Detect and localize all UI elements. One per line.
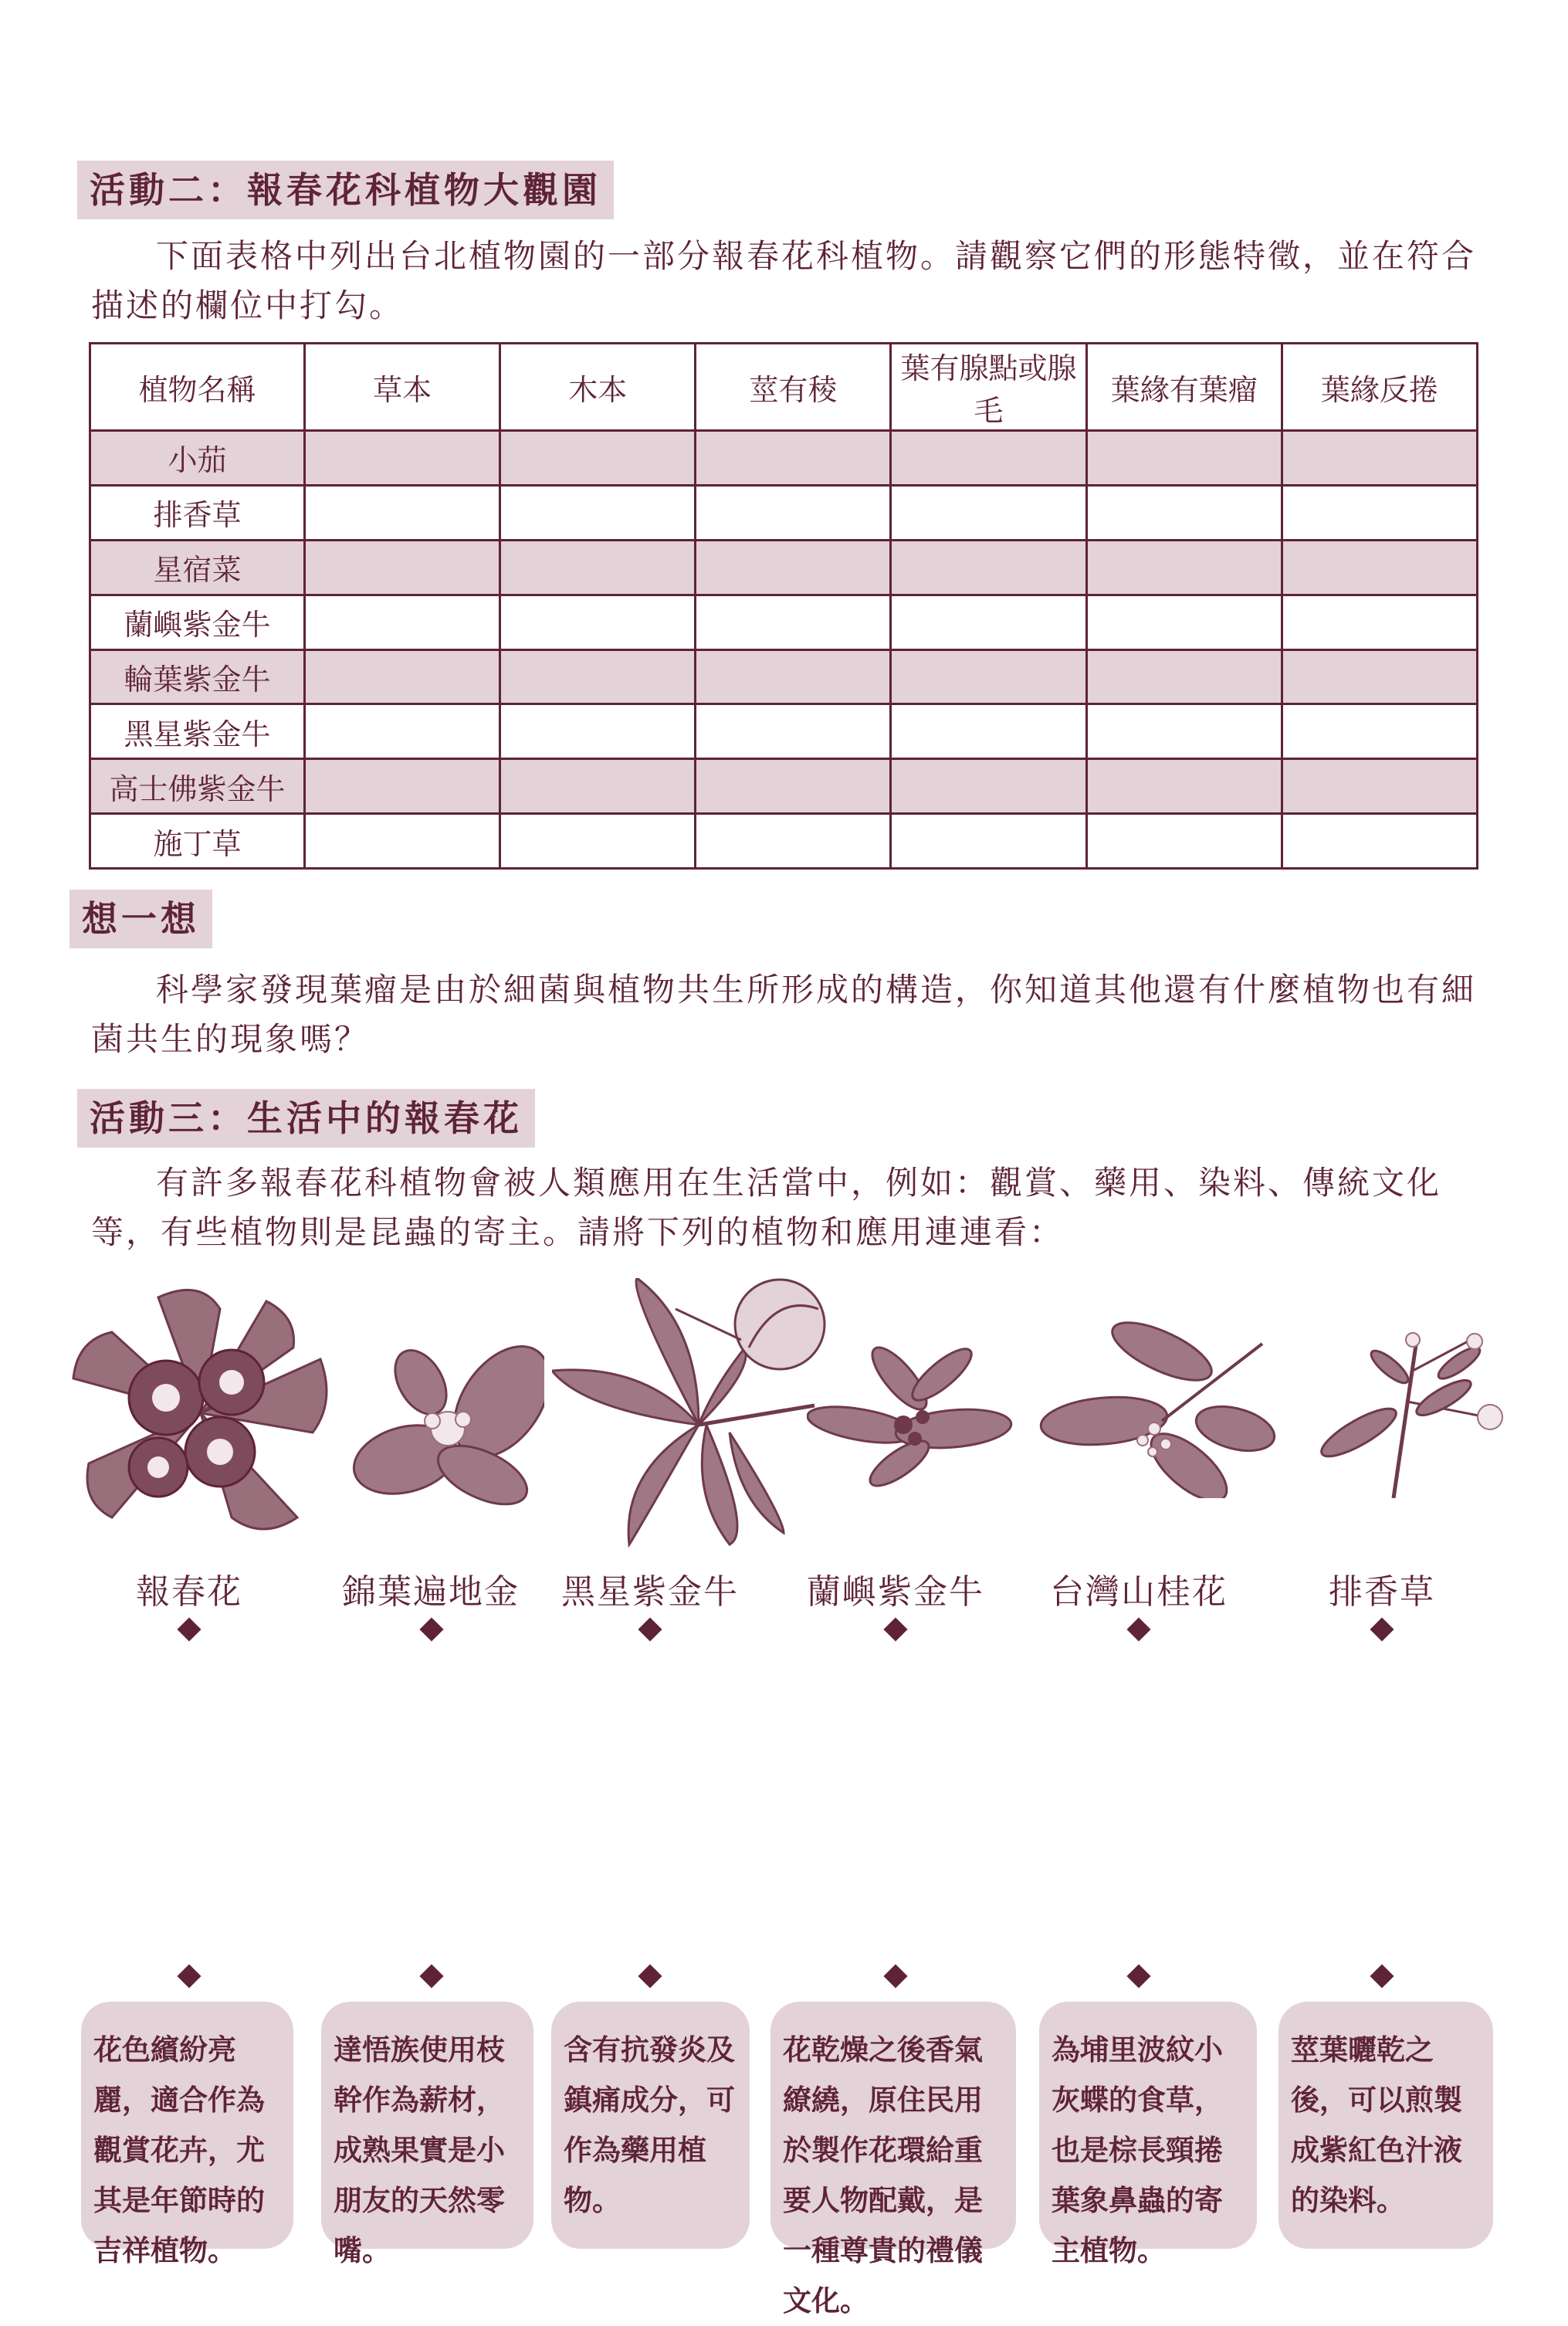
check-cell[interactable] — [305, 649, 500, 704]
check-cell[interactable] — [500, 540, 696, 595]
check-cell[interactable] — [1086, 814, 1282, 869]
check-cell[interactable] — [1282, 759, 1477, 814]
check-cell[interactable] — [1086, 759, 1282, 814]
think-heading: 想一想 — [69, 890, 212, 948]
check-cell[interactable] — [1282, 540, 1477, 595]
check-cell[interactable] — [891, 485, 1086, 540]
primrose-illustration — [66, 1286, 332, 1541]
check-cell[interactable] — [696, 759, 891, 814]
table-row — [90, 704, 1478, 759]
plant-label-black-star-ardisia: 黑星紫金牛 — [561, 1572, 739, 1612]
activity3-intro: 有許多報春花科植物會被人類應用在生活當中，例如：觀賞、藥用、染料、傳統文化等，有些植物則是昆蟲的寄主。請將下列的植物和應用連連看： — [91, 1164, 1442, 1251]
check-cell[interactable] — [696, 431, 891, 486]
check-cell[interactable] — [1282, 485, 1477, 540]
plant-label-mountain-osmanthus: 台灣山桂花 — [1050, 1572, 1228, 1612]
plant-connector-dot[interactable] — [1370, 1617, 1394, 1641]
activity2-intro: 下面表格中列出台北植物園的一部分報春花科植物。請觀察它們的形態特徵，並在符合描述的欄位中打勾。 — [91, 237, 1477, 324]
activity2-heading: 活動二：報春花科植物大觀園 — [77, 161, 614, 219]
check-cell[interactable] — [500, 649, 696, 704]
check-cell[interactable] — [500, 814, 696, 869]
check-cell[interactable] — [1086, 485, 1282, 540]
check-cell[interactable] — [500, 759, 696, 814]
check-cell[interactable] — [696, 540, 891, 595]
use-connector-dot[interactable] — [883, 1964, 907, 1988]
use-card-garland: 花乾燥之後香氣繚繞，原住民用於製作花環給重要人物配戴，是一種尊貴的禮儀文化。 — [770, 2002, 1016, 2249]
use-card-firewood: 達悟族使用枝幹作為薪材，成熟果實是小朋友的天然零嘴。 — [321, 2002, 533, 2249]
plant-label-primrose: 報春花 — [136, 1572, 242, 1612]
mountain-osmanthus-illustration — [1038, 1313, 1278, 1498]
check-cell[interactable] — [305, 485, 500, 540]
plant-label-lysimachia-congestiflora: 錦葉遍地金 — [342, 1572, 520, 1612]
table-row — [90, 485, 1478, 540]
table-header-row — [90, 344, 1478, 431]
row-plant-name: 高士佛紫金牛 — [90, 759, 305, 814]
col-herb: 草本 — [305, 344, 500, 431]
plant-connector-dot[interactable] — [883, 1617, 907, 1641]
check-cell[interactable] — [1282, 431, 1477, 486]
check-cell[interactable] — [305, 759, 500, 814]
use-card-dye: 莖葉曬乾之後，可以煎製成紫紅色汁液的染料。 — [1278, 2002, 1493, 2249]
think-text: 科學家發現葉瘤是由於細菌與植物共生所形成的構造，你知道其他還有什麼植物也有細菌共生的現象嗎？ — [91, 971, 1477, 1058]
activity3-heading: 活動三：生活中的報春花 — [77, 1089, 535, 1148]
table-row — [90, 431, 1478, 486]
check-cell[interactable] — [500, 595, 696, 649]
plant-connector-dot[interactable] — [419, 1617, 443, 1641]
use-connector-dot[interactable] — [638, 1964, 662, 1988]
col-leaf-nodules: 葉緣有葉瘤 — [1086, 344, 1282, 431]
col-plant-name: 植物名稱 — [90, 344, 305, 431]
check-cell[interactable] — [1282, 649, 1477, 704]
col-woody: 木本 — [500, 344, 696, 431]
row-plant-name: 輪葉紫金牛 — [90, 649, 305, 704]
check-cell[interactable] — [696, 814, 891, 869]
use-card-host-plant: 為埔里波紋小灰蝶的食草，也是棕長頸捲葉象鼻蟲的寄主植物。 — [1039, 2002, 1257, 2249]
use-connector-dot[interactable] — [177, 1964, 201, 1988]
check-cell[interactable] — [891, 431, 1086, 486]
table-row — [90, 595, 1478, 649]
col-glandular-leaf: 葉有腺點或腺毛 — [891, 344, 1086, 431]
check-cell[interactable] — [305, 540, 500, 595]
row-plant-name: 星宿菜 — [90, 540, 305, 595]
plant-connector-dot[interactable] — [638, 1617, 662, 1641]
use-connector-dot[interactable] — [1370, 1964, 1394, 1988]
plant-label-lanyu-ardisia: 蘭嶼紫金牛 — [807, 1572, 984, 1612]
check-cell[interactable] — [1086, 649, 1282, 704]
check-cell[interactable] — [305, 814, 500, 869]
table-row — [90, 759, 1478, 814]
check-cell[interactable] — [696, 485, 891, 540]
check-cell[interactable] — [500, 704, 696, 759]
use-card-ornamental: 花色繽紛亮麗，適合作為觀賞花卉，尤其是年節時的吉祥植物。 — [81, 2002, 293, 2249]
row-plant-name: 黑星紫金牛 — [90, 704, 305, 759]
check-cell[interactable] — [891, 704, 1086, 759]
check-cell[interactable] — [1086, 540, 1282, 595]
row-plant-name: 蘭嶼紫金牛 — [90, 595, 305, 649]
table-row — [90, 540, 1478, 595]
plant-connector-dot[interactable] — [177, 1617, 201, 1641]
check-cell[interactable] — [891, 649, 1086, 704]
ardisia-leaf-illustration — [351, 1328, 544, 1510]
check-cell[interactable] — [305, 704, 500, 759]
row-plant-name: 施丁草 — [90, 814, 305, 869]
check-cell[interactable] — [500, 485, 696, 540]
check-cell[interactable] — [891, 540, 1086, 595]
lanyu-ardisia-illustration — [807, 1340, 1015, 1494]
check-cell[interactable] — [891, 814, 1086, 869]
table-row — [90, 649, 1478, 704]
check-cell[interactable] — [1282, 704, 1477, 759]
use-card-medicinal: 含有抗發炎及鎮痛成分，可作為藥用植物。 — [551, 2002, 750, 2249]
col-revolute-margin: 葉緣反捲 — [1282, 344, 1477, 431]
row-plant-name: 小茄 — [90, 431, 305, 486]
check-cell[interactable] — [305, 595, 500, 649]
check-cell[interactable] — [1086, 431, 1282, 486]
check-cell[interactable] — [696, 704, 891, 759]
plant-label-lysimachia-foenum: 排香草 — [1329, 1572, 1435, 1612]
check-cell[interactable] — [305, 431, 500, 486]
col-angled-stem: 莖有稜 — [696, 344, 891, 431]
check-cell[interactable] — [696, 649, 891, 704]
use-connector-dot[interactable] — [1126, 1964, 1150, 1988]
check-cell[interactable] — [891, 595, 1086, 649]
table-row — [90, 814, 1478, 869]
row-plant-name: 排香草 — [90, 485, 305, 540]
black-star-ardisia-illustration — [552, 1278, 830, 1548]
check-cell[interactable] — [1086, 595, 1282, 649]
plant-connector-dot[interactable] — [1126, 1617, 1150, 1641]
check-cell[interactable] — [500, 431, 696, 486]
check-cell[interactable] — [696, 595, 891, 649]
check-cell[interactable] — [891, 759, 1086, 814]
lysimachia-illustration — [1309, 1324, 1517, 1498]
check-cell[interactable] — [1282, 814, 1477, 869]
check-cell[interactable] — [1086, 704, 1282, 759]
use-connector-dot[interactable] — [419, 1964, 443, 1988]
check-cell[interactable] — [1282, 595, 1477, 649]
trait-table — [89, 342, 1478, 870]
